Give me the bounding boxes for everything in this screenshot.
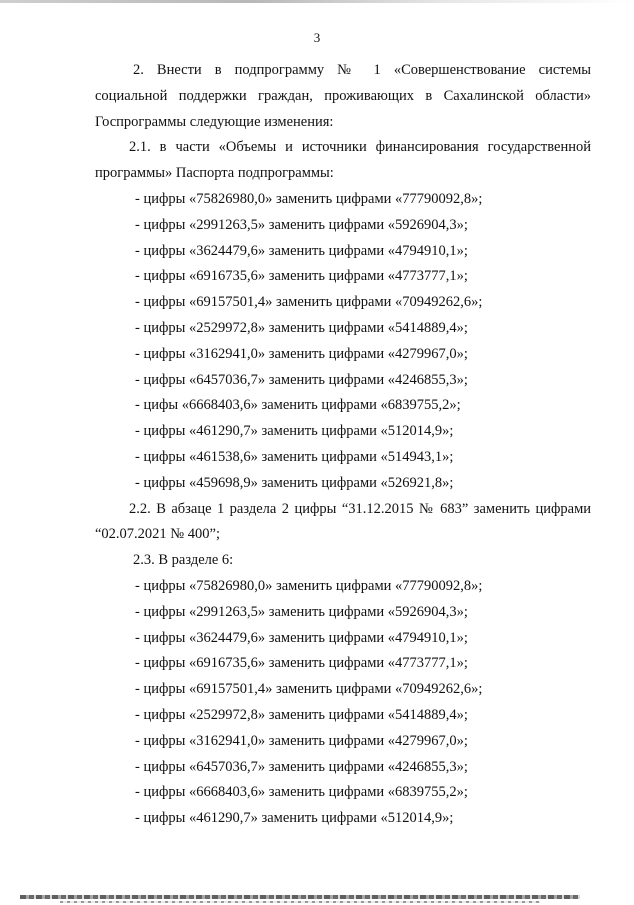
page-number: 3 <box>313 30 321 45</box>
list-item: - цифры «6457036,7» заменить цифрами «4246855,3»; <box>135 758 468 775</box>
scan-artifact-bottom-2 <box>60 901 540 903</box>
scan-artifact-bottom <box>20 895 580 899</box>
list-item: - цифы «6668403,6» заменить цифрами «6839755,2»; <box>135 397 461 414</box>
section-2-line-1: 2. Внести в подпрограмму № 1 «Совершенствование системы <box>133 62 591 78</box>
list-item: - цифры «75826980,0» заменить цифрами «77790092,8»; <box>135 577 483 594</box>
subsection-2-2-line-1: 2.2. В абзаце 1 раздела 2 цифры “31.12.2015 № 683” заменить цифрами <box>129 500 591 517</box>
list-item: - цифры «2529972,8» заменить цифрами «5414889,4»; <box>135 319 468 336</box>
list-item: - цифры «461290,7» заменить цифрами «512014,9»; <box>135 423 454 440</box>
list-item: - цифры «3624479,6» заменить цифрами «4794910,1»; <box>135 629 468 646</box>
document-body <box>95 58 591 832</box>
list-item: - цифры «6916735,6» заменить цифрами «4773777,1»; <box>135 655 468 672</box>
list-item: - цифры «461290,7» заменить цифрами «512014,9»; <box>135 810 454 827</box>
subsection-2-3-heading: 2.3. В разделе 6: <box>133 552 234 569</box>
list-item: - цифры «461538,6» заменить цифрами «514943,1»; <box>135 448 454 465</box>
list-item: - цифры «2991263,5» заменить цифрами «5926904,3»; <box>135 603 468 620</box>
list-item: - цифры «6916735,6» заменить цифрами «4773777,1»; <box>135 268 468 285</box>
list-item: - цифры «6668403,6» заменить цифрами «6839755,2»; <box>135 784 468 801</box>
list-item: - цифры «3624479,6» заменить цифрами «4794910,1»; <box>135 242 468 259</box>
list-item: - цифры «2991263,5» заменить цифрами «5926904,3»; <box>135 216 468 233</box>
replacement-list-passport <box>95 187 591 497</box>
subsection-2-2-line-2: “02.07.2021 № 400”; <box>95 526 220 543</box>
list-item: - цифры «459698,9» заменить цифрами «526921,8»; <box>135 474 454 491</box>
replacement-list-section-6 <box>95 574 591 832</box>
list-item: - цифры «69157501,4» заменить цифрами «70949262,6»; <box>135 681 483 698</box>
list-item: - цифры «3162941,0» заменить цифрами «4279967,0»; <box>135 732 468 749</box>
list-item: - цифры «3162941,0» заменить цифрами «4279967,0»; <box>135 345 468 362</box>
subsection-2-1-line-2: программы» Паспорта подпрограммы: <box>95 165 334 182</box>
section-2-line-3: Госпрограммы следующие изменения: <box>95 113 334 130</box>
subsection-2-1-line-1: 2.1. в части «Объемы и источники финансирования государственной <box>129 139 591 156</box>
list-item: - цифры «6457036,7» заменить цифрами «4246855,3»; <box>135 371 468 388</box>
scan-edge-top <box>0 0 634 3</box>
section-2-line-2: социальной поддержки граждан, проживающих в Сахалинской области» <box>95 87 591 104</box>
list-item: - цифры «75826980,0» заменить цифрами «77790092,8»; <box>135 190 483 207</box>
list-item: - цифры «69157501,4» заменить цифрами «70949262,6»; <box>135 294 483 311</box>
list-item: - цифры «2529972,8» заменить цифрами «5414889,4»; <box>135 706 468 723</box>
